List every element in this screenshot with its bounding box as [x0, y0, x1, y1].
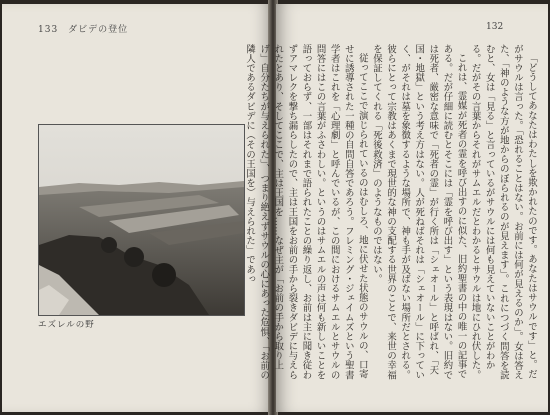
running-head-title: ダビデの登位 [68, 25, 129, 35]
running-header [38, 22, 128, 35]
paragraph: 従ってここで演じられているのはむしろ、地に伏せた状態のサウルの、口寄せに誘導された一種の自問自答であろう。フレミング・ジェイムズという聖書学者はこれを「心理劇」と呼んでいるが、この間におけるサムエルとサウルの問答にはこの言葉がふさわしい。というのはサムエルの声は何も新しいことを語っておらず、一部はそれまで語られたことの繰り返し、お前は主に聞き従わずアマレクを撃ち漏らしたので、主は王国をお前の手から裂きダビデに与えられたとあり、そしてここで、主は王国を……なぜ主が「お前の手から取り上げ」自分たちが与えられた」、つまり絶えずサウルの心にあった危惧、「お前の隣人であるダビデに（その王国を）与えられた」であっ [244, 44, 368, 380]
paragraph: 「どうしてあなたはわたしを欺かれたのです。あなたはサウルです」と。だがサウルは言った。「恐れることはない。お前には何が見えるのか」。女は答えた、「神のような方が地からのぼられるのが見えます」。これにつづく問答を読むと、女は「見る」と言っているがサウルには何も見えていないことがわかる。だがその言葉からそれがサムエルだとわかるとサウルは地にひれ伏した。 [469, 44, 537, 380]
right-page-number: 132 [486, 22, 504, 32]
vertical-body-text [244, 44, 538, 384]
right-page [244, 4, 548, 412]
photo-caption: エズレルの野 [38, 320, 95, 330]
left-page-number: 133 [38, 25, 59, 35]
jezreel-valley-image [39, 125, 244, 315]
landscape-photo [38, 124, 245, 316]
paragraph: これは、霊媒が死者の霊を呼び出すのに似た、旧約聖書の中の唯一の記事である。だが仔細に読むとそこには「霊を呼び出す」という表現はない。旧約では死者、厳密な意味で「死者の霊」が行く所は「シェオール」と呼ばれ、「天国・地獄」という考え方はない。人が死ねばそれは「シェオール」に下っていく、がそれは墓を象徴するような場所で、神も手が及ばない場所だとされる。彼らにとって宗教はあくまで現世的な神の支配する世界のことで、来世の幸福を保証してくれる「死後救済」のようなものではない。 [370, 44, 467, 380]
left-page [2, 4, 272, 412]
